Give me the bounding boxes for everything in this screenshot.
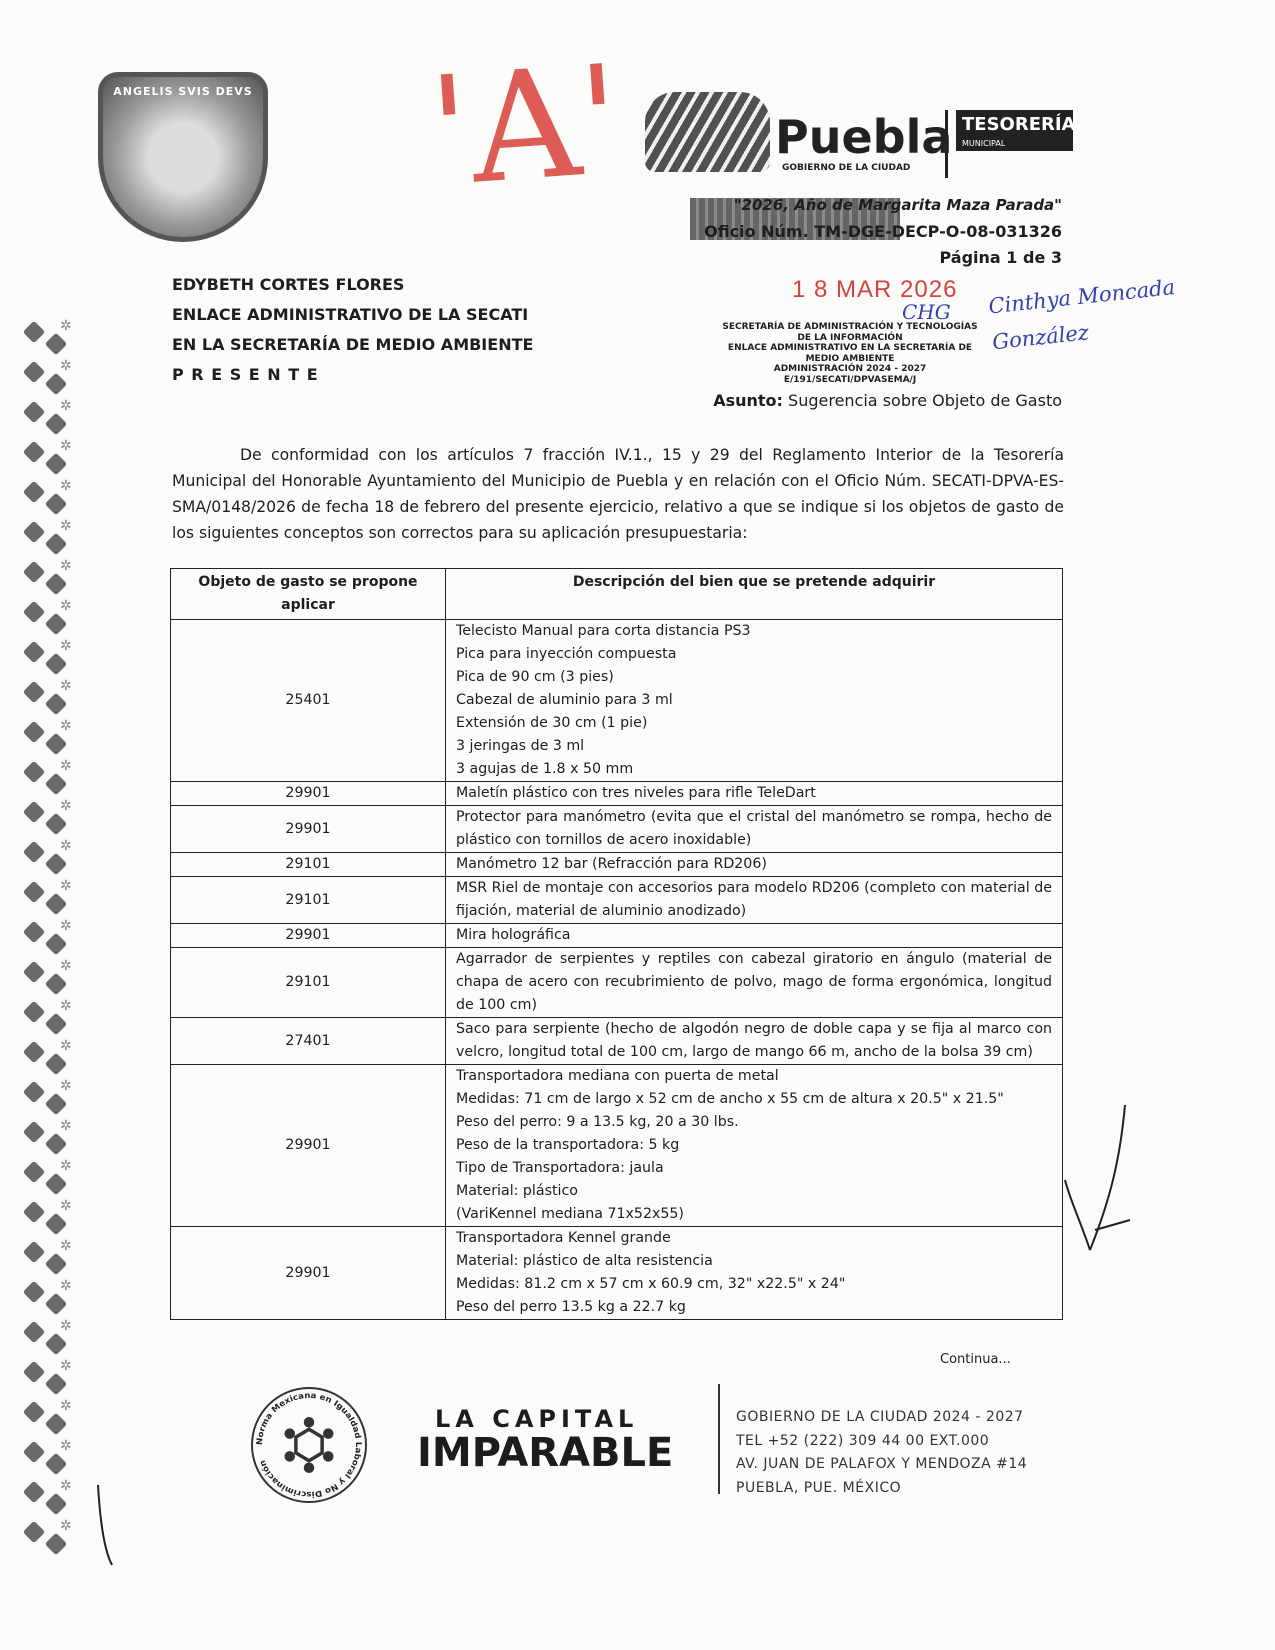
slogan-top: LA CAPITAL (435, 1405, 639, 1433)
border-ornament-icon: ✲ (22, 1518, 78, 1558)
reception-stamp-date: 1 8 MAR 2026 (792, 276, 958, 303)
border-ornament-icon: ✲ (22, 918, 78, 958)
stamp-line: SECRETARÍA DE ADMINISTRACIÓN Y TECNOLOGÍAS (722, 322, 978, 332)
border-ornament-icon: ✲ (22, 718, 78, 758)
stamp-line: ADMINISTRACIÓN 2024 - 2027 (773, 364, 927, 374)
table-row (171, 948, 1063, 1018)
description-line: Tipo de Transportadora: jaula (456, 1160, 664, 1176)
table-row (171, 853, 1063, 877)
expense-table (170, 568, 1063, 1320)
border-ornament-icon: ✲ (22, 1398, 78, 1438)
expense-code: 29101 (171, 948, 446, 1018)
description-line: 3 jeringas de 3 ml (456, 738, 585, 754)
handwritten-initials: CHG (902, 300, 951, 324)
table-row (171, 1065, 1063, 1227)
description-line: Mira holográfica (456, 927, 571, 943)
border-ornament-icon: ✲ (22, 1318, 78, 1358)
address-line: TEL +52 (222) 309 44 00 EXT.000 (736, 1432, 990, 1449)
border-ornament-icon: ✲ (22, 678, 78, 718)
stamp-line: E/191/SECATI/DPVASEMA/J (783, 374, 917, 385)
border-ornament-icon: ✲ (22, 1158, 78, 1198)
people-circle-icon (285, 1417, 334, 1473)
description-line: Material: plástico (456, 1183, 578, 1199)
border-ornament-icon: ✲ (22, 1278, 78, 1318)
border-ornament-icon: ✲ (22, 1118, 78, 1158)
table-row (171, 877, 1063, 924)
description-line: Agarrador de serpientes y reptiles con cabezal giratorio en ángulo (material de chapa de acero con recubrimiento de polvo, mago de forma ergonómica, longitud de 100 cm) (456, 951, 1052, 1013)
description-line: Peso de la transportadora: 5 kg (456, 1137, 680, 1153)
item-description (446, 877, 1063, 924)
brand-subtitle: GOBIERNO DE LA CIUDAD (782, 163, 911, 173)
badge-text-wrapper (255, 1391, 363, 1499)
brand-name: Puebla (775, 110, 953, 164)
address-line: GOBIERNO DE LA CIUDAD 2024 - 2027 (736, 1409, 1024, 1425)
table-row (171, 924, 1063, 948)
border-ornament-icon: ✲ (22, 1238, 78, 1278)
description-line: Saco para serpiente (hecho de algodón negro de doble capa y se fija al marco con velcro, longitud total de 100 cm, largo de mango 66 m, ancho de la bolsa 39 cm) (456, 1021, 1052, 1060)
item-description (446, 1227, 1063, 1320)
item-description (446, 1065, 1063, 1227)
stamp-line: ENLACE ADMINISTRATIVO EN LA SECRETARÍA DE (727, 343, 973, 353)
stamp-line: MEDIO AMBIENTE (805, 353, 895, 364)
border-ornament-icon: ✲ (22, 478, 78, 518)
item-description (446, 924, 1063, 948)
year-motto: "2026, Año de Margarita Maza Parada" (733, 196, 1062, 214)
border-ornament-icon: ✲ (22, 958, 78, 998)
handwritten-name: Cinthya Moncada González (987, 275, 1177, 355)
reception-stamp (700, 322, 1000, 385)
addressee-presente: P R E S E N T E (172, 365, 319, 384)
margin-mark (90, 1480, 120, 1570)
item-description (446, 806, 1063, 853)
item-description (446, 620, 1063, 782)
badge-text: Norma Mexicana en Igualdad Laboral y No Discriminación (254, 1390, 364, 1500)
description-line: Telecisto Manual para corta distancia PS3 (456, 623, 751, 639)
table-row (171, 806, 1063, 853)
description-line: (VariKennel mediana 71x52x55) (456, 1206, 684, 1222)
description-line: Extensión de 30 cm (1 pie) (456, 715, 648, 731)
expense-code: 29901 (171, 806, 446, 853)
border-ornament-icon: ✲ (22, 1198, 78, 1238)
expense-code: 29901 (171, 782, 446, 806)
border-ornament-icon: ✲ (22, 998, 78, 1038)
signature-mark (1050, 1100, 1140, 1260)
addressee-title: ENLACE ADMINISTRATIVO DE LA SECATI (172, 305, 529, 324)
description-line: Cabezal de aluminio para 3 ml (456, 692, 673, 708)
department-name: TESORERÍA (956, 110, 1073, 139)
description-line: Transportadora mediana con puerta de metal (456, 1068, 779, 1084)
header-description: Descripción del bien que se pretende adquirir (446, 569, 1063, 620)
decorative-border (22, 318, 78, 1558)
description-line: Manómetro 12 bar (Refracción para RD206) (456, 856, 767, 872)
oficio-number: Oficio Núm. TM-DGE-DECP-O-08-031326 (704, 222, 1062, 241)
expense-code: 25401 (171, 620, 446, 782)
border-ornament-icon: ✲ (22, 1478, 78, 1518)
expense-code: 29101 (171, 877, 446, 924)
description-line: Peso del perro 13.5 kg a 22.7 kg (456, 1299, 686, 1315)
body-paragraph: De conformidad con los artículos 7 fracción IV.1., 15 y 29 del Reglamento Interior de la Tesorería Municipal del Honorable Ayuntamiento del Municipio de Puebla y en relación con el Oficio Núm. SECATI-DPVA-ES-SMA/0148/2026 de fecha 18 de febrero del presente ejercicio, relativo a que se indique si los objetos de gasto de los siguientes conceptos son correctos para su aplicación presupuestaria: (172, 446, 1064, 542)
border-ornament-icon: ✲ (22, 318, 78, 358)
border-ornament-icon: ✲ (22, 798, 78, 838)
addressee-name: EDYBETH CORTES FLORES (172, 275, 405, 294)
department-badge (945, 110, 1076, 178)
border-ornament-icon: ✲ (22, 878, 78, 918)
department-sub: MUNICIPAL (956, 139, 1073, 151)
border-ornament-icon: ✲ (22, 638, 78, 678)
equality-certification-badge (250, 1386, 368, 1504)
subject-line (690, 391, 1062, 410)
slogan-bottom: IMPARABLE (417, 1430, 674, 1476)
border-ornament-icon: ✲ (22, 758, 78, 798)
description-line: Maletín plástico con tres niveles para rifle TeleDart (456, 785, 816, 801)
border-ornament-icon: ✲ (22, 1438, 78, 1478)
description-line: Medidas: 81.2 cm x 57 cm x 60.9 cm, 32" x22.5" x 24" (456, 1276, 846, 1292)
border-ornament-icon: ✲ (22, 358, 78, 398)
item-description (446, 948, 1063, 1018)
expense-code: 27401 (171, 1018, 446, 1065)
continued-label: Continua... (940, 1352, 1011, 1367)
item-description (446, 1018, 1063, 1065)
expense-code: 29101 (171, 853, 446, 877)
item-description (446, 782, 1063, 806)
border-ornament-icon: ✲ (22, 398, 78, 438)
border-ornament-icon: ✲ (22, 598, 78, 638)
seal-text: ANGELIS SVIS DEVS (113, 85, 253, 98)
address-line: PUEBLA, PUE. MÉXICO (736, 1479, 902, 1496)
border-ornament-icon: ✲ (22, 558, 78, 598)
border-ornament-icon: ✲ (22, 838, 78, 878)
border-ornament-icon: ✲ (22, 518, 78, 558)
description-line: Protector para manómetro (evita que el cristal del manómetro se rompa, hecho de plástico con tornillos de acero inoxidable) (456, 809, 1052, 848)
description-line: Pica de 90 cm (3 pies) (456, 669, 614, 685)
footer-address (736, 1406, 1027, 1500)
description-line: Pica para inyección compuesta (456, 646, 677, 662)
addressee-block (172, 270, 533, 390)
border-ornament-icon: ✲ (22, 1038, 78, 1078)
border-ornament-icon: ✲ (22, 438, 78, 478)
description-line: Peso del perro: 9 a 13.5 kg, 20 a 30 lbs. (456, 1114, 739, 1130)
subject-text: Sugerencia sobre Objeto de Gasto (788, 391, 1062, 410)
footer-divider (718, 1384, 720, 1494)
border-ornament-icon: ✲ (22, 1078, 78, 1118)
table-row (171, 782, 1063, 806)
address-line: AV. JUAN DE PALAFOX Y MENDOZA #14 (736, 1456, 1028, 1472)
expense-code: 29901 (171, 924, 446, 948)
description-line: Material: plástico de alta resistencia (456, 1253, 713, 1269)
description-line: 3 agujas de 1.8 x 50 mm (456, 761, 634, 777)
border-ornament-icon: ✲ (22, 1358, 78, 1398)
expense-code: 29901 (171, 1227, 446, 1320)
table-row (171, 620, 1063, 782)
puebla-logo-icon (645, 92, 770, 172)
subject-label: Asunto: (713, 391, 783, 410)
description-line: Transportadora Kennel grande (456, 1230, 671, 1246)
header-expense-object: Objeto de gasto se propone aplicar (171, 569, 446, 620)
stamp-line: DE LA INFORMACIÓN (797, 332, 903, 343)
table-row (171, 1018, 1063, 1065)
handwritten-annotation: 'A' (424, 33, 627, 221)
page-number: Página 1 de 3 (939, 248, 1062, 267)
municipal-seal (98, 72, 268, 242)
addressee-dept: EN LA SECRETARÍA DE MEDIO AMBIENTE (172, 335, 534, 354)
description-line: MSR Riel de montaje con accesorios para modelo RD206 (completo con material de fijación, material de aluminio anodizado) (456, 880, 1052, 919)
description-line: Medidas: 71 cm de largo x 52 cm de ancho x 55 cm de altura x 20.5" x 21.5" (456, 1091, 1004, 1107)
table-row (171, 1227, 1063, 1320)
slogan (395, 1405, 674, 1476)
item-description (446, 853, 1063, 877)
expense-code: 29901 (171, 1065, 446, 1227)
